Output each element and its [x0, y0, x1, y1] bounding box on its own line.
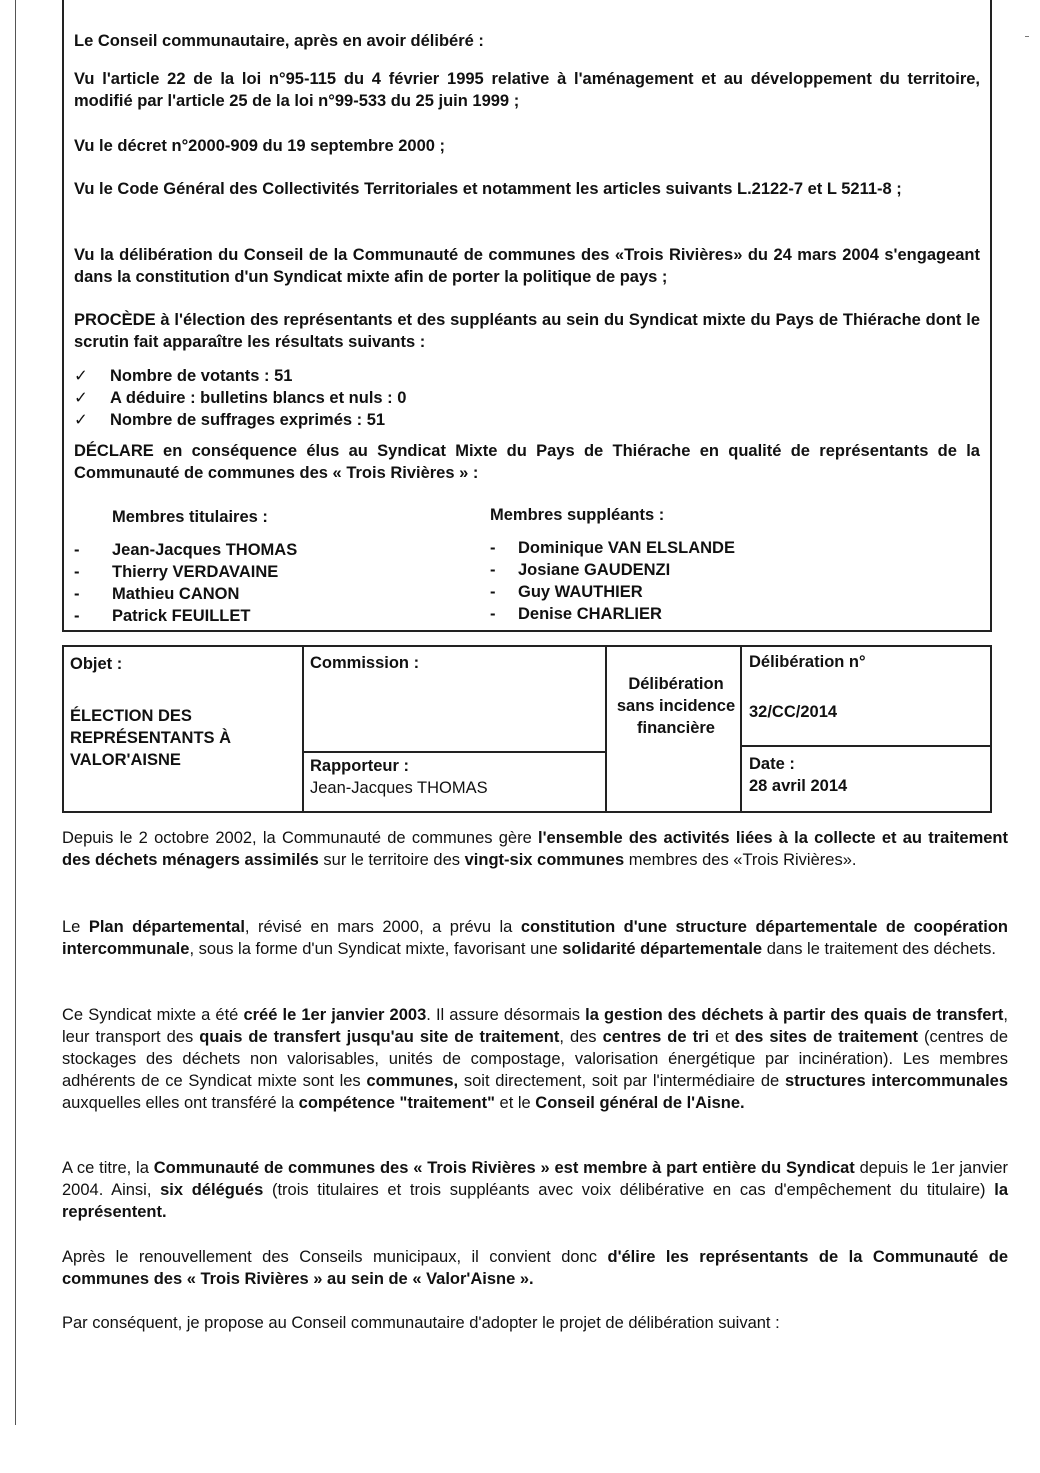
suppleant-item: - Josiane GAUDENZI — [490, 561, 671, 579]
vu-code-general: Vu le Code Général des Collectivités Territoriales et notamment les articles suivants L.2122-7 et L 5211-8 ; — [74, 180, 902, 198]
titulaire-item: - Mathieu CANON — [74, 585, 240, 603]
body-paragraph-2: Le Plan départemental, révisé en mars 2000, a prévu la constitution d'une structure départementale de coopération intercommunale, sous la forme d'un Syndicat mixte, favorisant une solidarité départementale dans le traitement des déchets. — [62, 918, 1009, 958]
titulaires-heading: Membres titulaires : — [112, 508, 268, 526]
intro-text: Le Conseil communautaire, après en avoir délibéré : — [74, 32, 484, 50]
vu-decret: Vu le décret n°2000-909 du 19 septembre 2000 ; — [74, 137, 446, 155]
vu-deliberation: Vu la délibération du Conseil de la Communauté de communes des «Trois Rivières» du 24 mars 2004 s'engageant dans la constitution d'un Syndicat mixte afin de porter la politique de pays ; — [74, 246, 980, 286]
commission-label: Commission : — [310, 654, 420, 672]
date-label: Date : — [749, 755, 795, 773]
procede-text: PROCÈDE à l'élection des représentants et des suppléants au sein du Syndicat mixte du Pays de Thiérache dont le scrutin fait apparaître les résultats suivants : — [74, 311, 980, 351]
incidence-note: Délibération sans incidence financière — [616, 675, 736, 737]
objet-table — [62, 645, 992, 813]
scan-speck — [1025, 36, 1029, 37]
body-paragraph-6: Par conséquent, je propose au Conseil communautaire d'adopter le projet de délibération suivant : — [62, 1314, 780, 1332]
rapporteur-label: Rapporteur : — [310, 757, 409, 775]
vu-article-22: Vu l'article 22 de la loi n°95-115 du 4 février 1995 relative à l'aménagement et au développement du territoire, modifié par l'article 25 de la loi n°99-533 du 25 juin 1999 ; — [74, 70, 980, 110]
objet-label: Objet : — [70, 655, 123, 673]
result-votants: ✓ Nombre de votants : 51 — [74, 367, 293, 385]
objet-value: ÉLECTION DES REPRÉSENTANTS À VALOR'AISNE — [70, 707, 232, 769]
rapporteur-value: Jean-Jacques THOMAS — [310, 779, 488, 797]
body-paragraph-3: Ce Syndicat mixte a été créé le 1er janvier 2003. Il assure désormais la gestion des déchets à partir des quais de transfert, leur transport des quais de transfert jusqu'au site de traitement, des centres de tri et des sites de traitement (centres de stockages des déchets non valorisables, unités de compostage, valorisation énergétique par incinération). Les membres adhérents de ce Syndicat mixte sont les communes, soit directement, soit par l'intermédiaire de structures intercommunales auxquelles elles ont transféré la compétence "traitement" et le Conseil général de l'Aisne. — [62, 1006, 1009, 1112]
suppleant-item: - Guy WAUTHIER — [490, 583, 643, 601]
body-paragraph-1: Depuis le 2 octobre 2002, la Communauté de communes gère l'ensemble des activités liées à la collecte et au traitement des déchets ménagers assimilés sur le territoire des vingt-six communes membres des «Trois Rivières». — [62, 829, 1008, 869]
declare-text: DÉCLARE en conséquence élus au Syndicat Mixte du Pays de Thiérache en qualité de représentants de la Communauté de communes des « Trois Rivières » : — [74, 442, 980, 482]
titulaire-item: - Thierry VERDAVAINE — [74, 563, 279, 581]
suppleants-heading: Membres suppléants : — [490, 506, 665, 524]
deliberation-number: 32/CC/2014 — [749, 703, 838, 721]
date-value: 28 avril 2014 — [749, 777, 848, 795]
scan-margin-line — [15, 0, 16, 1425]
deliberation-box — [62, 0, 992, 632]
body-paragraph-5: Après le renouvellement des Conseils municipaux, il convient donc d'élire les représentants de la Communauté de communes des « Trois Rivières » au sein de « Valor'Aisne ». — [62, 1248, 1008, 1288]
result-blancs-nuls: ✓ A déduire : bulletins blancs et nuls : 0 — [74, 389, 407, 407]
titulaire-item: - Jean-Jacques THOMAS — [74, 541, 298, 559]
result-suffrages: ✓ Nombre de suffrages exprimés : 51 — [74, 411, 386, 429]
deliberation-label: Délibération n° — [749, 653, 866, 671]
titulaire-item: - Patrick FEUILLET — [74, 607, 251, 625]
suppleant-item: - Denise CHARLIER — [490, 605, 662, 623]
body-paragraph-4: A ce titre, la Communauté de communes des « Trois Rivières » est membre à part entière du Syndicat depuis le 1er janvier 2004. Ainsi, six délégués (trois titulaires et trois suppléants avec voix délibérative en cas d'empêchement du titulaire) la représentent. — [62, 1159, 1008, 1221]
suppleant-item: - Dominique VAN ELSLANDE — [490, 539, 735, 557]
